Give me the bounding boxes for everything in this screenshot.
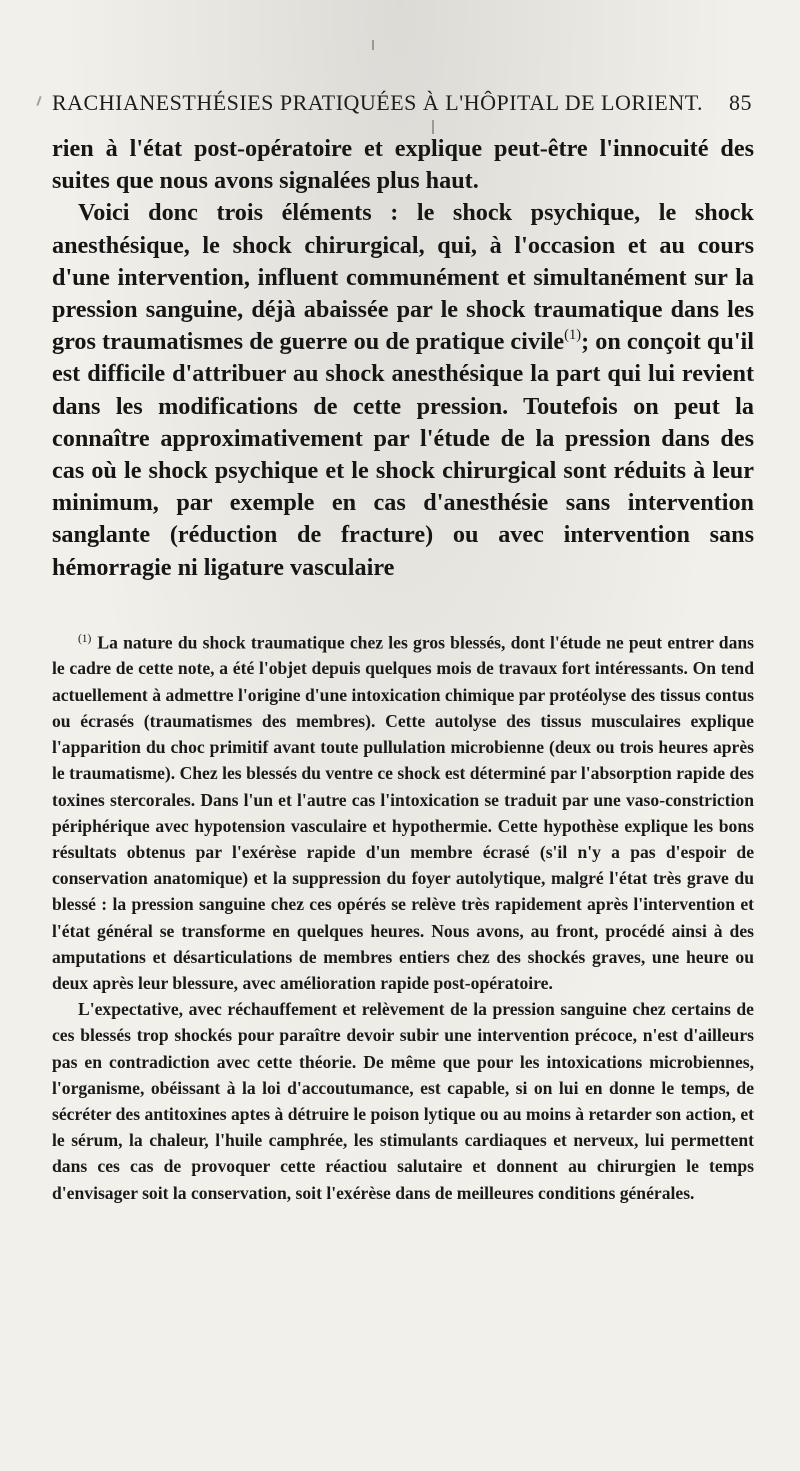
- footnote-text-1: La nature du shock traumatique chez les gros blessés, dont l'étude ne peut entrer dans le cadre de cette note, a été l'objet depuis quelques mois de travaux fort intéressants. On tend actuellement à admettre l'origine d'une intoxication chimique par protéolyse des tissus contus ou écrasés (traumatismes des membres). Cette autolyse des tissus musculaires explique l'apparition du choc primitif avant toute pullulation microbienne (deux ou trois heures après le traumatisme). Chez les blessés du ventre ce shock est déterminé par l'absorption rapide des toxines stercorales. Dans l'un et l'autre cas l'intoxication se traduit par une vaso-constriction périphérique avec hypotension vasculaire et hypothermie. Cette hypothèse explique les bons résultats obtenus par l'exérèse rapide d'un membre écrasé (s'il n'y a pas d'espoir de conservation anatomique) et la suppression du foyer autolytique, malgré l'état très grave du blessé : la pression sanguine chez ces opérés se relève très rapidement après l'intervention et l'état général se transforme en quelques heures. Nous avons, au front, procédé ainsi à des amputations et désarticulations de membres entiers chez des shockés graves, une heure ou deux après leur blessure, avec amélioration rapide post-opératoire.: [52, 632, 754, 993]
- footnote-block: [52, 626, 754, 1206]
- scan-speck: [372, 40, 374, 50]
- paragraph-2-text-b: ; on conçoit qu'il est difficile d'attribuer au shock anesthésique la part qui lui revient dans les modifications de cette pression. Toutefois on peut la connaître approximativement par l'étude de la pression dans des cas où le shock psychique et le shock chirurgical sont réduits à leur minimum, par exemple en cas d'anesthésie sans intervention sanglante (réduction de fracture) ou avec intervention sans hémorragie ni ligature vasculaire: [52, 328, 754, 581]
- main-text: [52, 133, 754, 584]
- footnote-marker: (1): [78, 633, 92, 645]
- footnote-paragraph-1: [52, 626, 754, 996]
- paragraph-2: [52, 197, 754, 583]
- scan-speck: [36, 96, 41, 106]
- paragraph-1: rien à l'état post-opératoire et explique peut-être l'innocuité des suites que nous avons signalées plus haut.: [52, 135, 754, 195]
- paragraph-2-text-a: Voici donc trois éléments : le shock psychique, le shock anesthésique, le shock chirurgical, qui, à l'occasion et au cours d'une intervention, influent communément et simultanément sur la pression sanguine, déjà abaissée par le shock traumatique dans les gros traumatismes de guerre ou de pratique civile: [52, 199, 754, 356]
- footnote-paragraph-2: L'expectative, avec réchauffement et relèvement de la pression sanguine chez certains de ces blessés trop shockés pour paraître devoir subir une intervention précoce, n'est d'ailleurs pas en contradiction avec cette théorie. De même que pour les intoxications microbiennes, l'organisme, obéissant à la loi d'accoutumance, est capable, si on lui en donne le temps, de sécréter des antitoxines aptes à détruire le poison lytique ou au moins à retarder son action, et le sérum, la chaleur, l'huile camphrée, les stimulants cardiaques et nerveux, lui permettent dans ces cas de provoquer cette réactiou salutaire et donnent au chirurgien le temps d'envisager soit la conservation, soit l'exérèse dans de meilleures conditions générales.: [52, 999, 754, 1203]
- scan-speck: [432, 120, 434, 134]
- page-number: 85: [729, 90, 752, 115]
- running-header: [52, 90, 752, 116]
- running-title: RACHIANESTHÉSIES PRATIQUÉES À L'HÔPITAL DE LORIENT.: [52, 90, 704, 115]
- footnote-reference[interactable]: (1): [564, 327, 582, 344]
